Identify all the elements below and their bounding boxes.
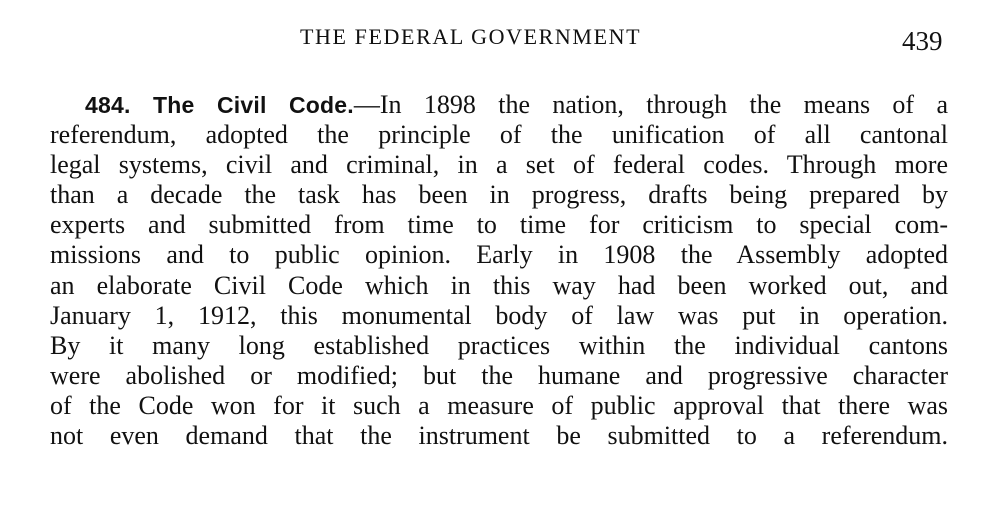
paragraph-line-1 — [50, 90, 948, 120]
paragraph-line-8: January 1, 1912, this monumental body of law was put in operation. — [50, 300, 948, 330]
page-number: 439 — [902, 26, 943, 56]
paragraph-line-9: By it many long established practices within the individual cantons — [50, 330, 948, 360]
paragraph-line-2: referendum, adopted the principle of the unification of all cantonal — [50, 120, 948, 150]
running-head — [0, 22, 1000, 62]
paragraph-line-12: not even demand that the instrument be submitted to a referendum. — [50, 421, 948, 451]
paragraph-line-4: than a decade the task has been in progress, drafts being prepared by — [50, 180, 948, 210]
section-paragraph — [50, 90, 948, 451]
running-title: THE FEDERAL GOVERNMENT — [300, 24, 642, 49]
paragraph-line-1-text: —In 1898 the nation, through the means of a — [353, 90, 948, 119]
paragraph-line-3: legal systems, civil and criminal, in a set of federal codes. Through more — [50, 150, 948, 180]
section-heading: 484. The Civil Code. — [85, 92, 354, 118]
paragraph-line-10: were abolished or modified; but the humane and progressive character — [50, 360, 948, 390]
paragraph-line-7: an elaborate Civil Code which in this way had been worked out, and — [50, 270, 948, 300]
paragraph-line-5: experts and submitted from time to time for criticism to special com- — [50, 210, 948, 240]
paragraph-line-11: of the Code won for it such a measure of public approval that there was — [50, 390, 948, 420]
paragraph-line-6: missions and to public opinion. Early in 1908 the Assembly adopted — [50, 240, 948, 270]
